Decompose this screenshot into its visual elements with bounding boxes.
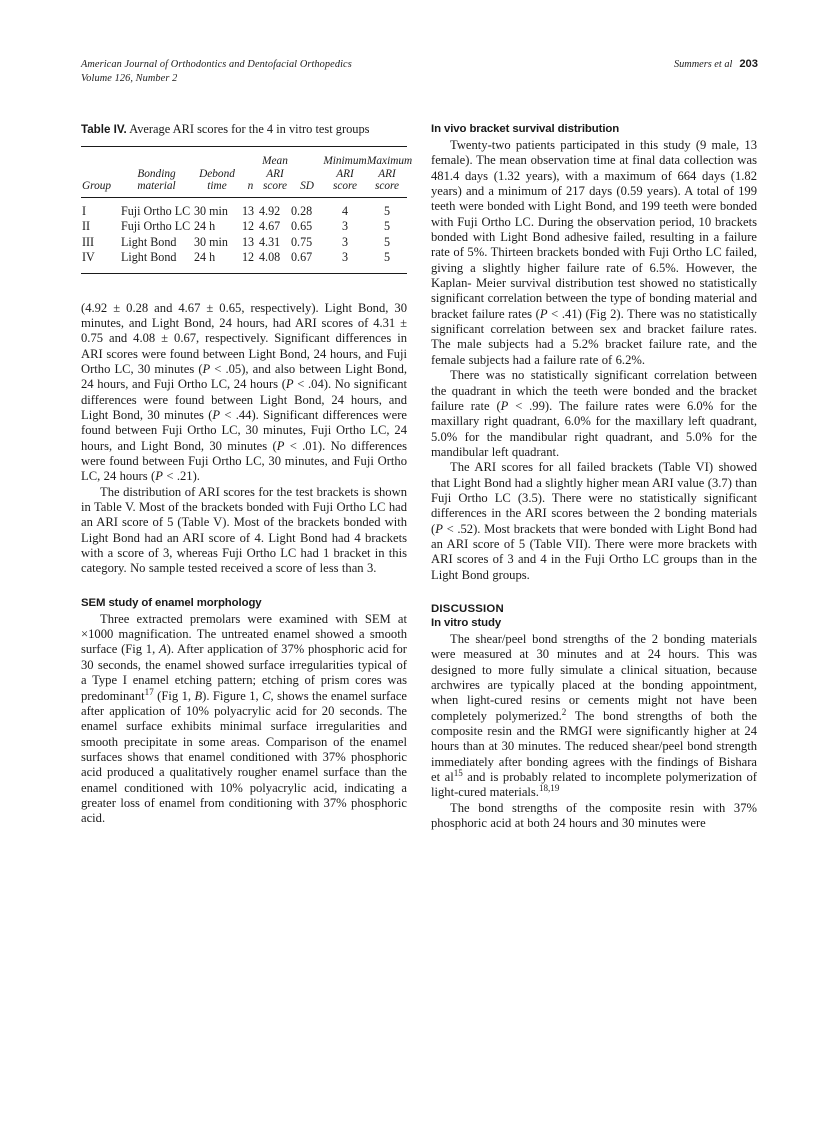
cell-sd: 0.75 <box>291 234 313 249</box>
cell-mean: 4.92 <box>259 197 291 219</box>
col-header-sd-l3: SD <box>300 180 314 193</box>
col-header-sd <box>291 147 323 198</box>
cell-n: 12 <box>242 219 255 234</box>
cell-material: Fuji Ortho LC <box>121 219 191 234</box>
cell-min: 3 <box>341 234 349 249</box>
col-header-debond-l3: time <box>207 180 227 193</box>
col-header-material-l2: Bonding <box>137 167 176 180</box>
col-header-min-l3: score <box>332 180 358 193</box>
cell-min: 3 <box>341 219 349 234</box>
col-header-debond-l2: Debond <box>199 167 235 180</box>
cell-debond: 30 min <box>192 197 242 219</box>
paragraph-sem-findings: Three extracted premolars were examined with SEM at ×1000 magnification. The untreated enamel showed a smooth surface (Fig 1, A). After application of 37% phosphoric acid for 30 seconds, the enamel showed surface irregularities typical of a Type I enamel etching pattern; etching of prism cores was predominant$^{17}$ (Fig 1, B). Figure 1, C, shows the enamel surface after application of 10% polyacrylic acid for 20 seconds. The enamel surface exhibits minimal surface irregularities and smooth precipitate in some areas. Comparison of the enamel surfaces shows that enamel conditioned with 37% phosphoric acid produced a qualitatively rougher enamel surface than the enamel conditioned with 10% polyacrylic acid, indicating a greater loss of enamel from conditioning with 37% phosphoric acid. <box>81 611 407 826</box>
running-head <box>81 58 758 85</box>
cell-max: 5 <box>367 197 407 219</box>
heading-sem-study: SEM study of enamel morphology <box>81 596 262 609</box>
col-header-max-l2: ARI <box>378 167 396 180</box>
authors-shorttitle: Summers et al <box>673 59 733 70</box>
col-header-debond <box>192 147 242 198</box>
spacer-before-sem-heading <box>81 577 407 596</box>
table-iv-caption-text: Average ARI scores for the 4 in vitro test groups <box>129 122 370 136</box>
cell-group: I <box>81 197 121 219</box>
table-iv-head <box>81 147 413 198</box>
table-iv-label: Table IV. <box>81 123 127 136</box>
col-header-n-l3: n <box>247 180 254 193</box>
table-row <box>81 197 407 219</box>
paragraph-invivo-1: Twenty-two patients participated in this study (9 male, 13 female). The mean observation time at final data collection was 481.4 days (1.32 years), with a maximum of 664 days (1.82 years) and a minimum of 217 days (0.59 years). A total of 199 teeth were bonded with Light Bond, and 199 teeth were bonded with Fuji Ortho LC. During the observation period, 10 brackets bonded with Light Bond adhesive failed, resulting in a failure rate of 5%. Thirteen brackets bonded with Fuji Ortho LC failed, giving a slightly higher failure rate of 6.5%. However, the Kaplan- Meier survival distribution test showed no statistically significant correlation between the type of bonding material and bracket failure rates (P < .41) (Fig 2). There was no statistically significant correlation between sex and bracket failure rates. The male subjects had a 5.2% bracket failure rate, and the female subjects had a failure rate of 6.2%. <box>431 138 757 367</box>
cell-sd: 0.28 <box>291 197 323 219</box>
table-iv-body <box>81 197 407 272</box>
table-iv-caption <box>81 122 407 137</box>
cell-mean: 4.31 <box>259 234 281 249</box>
table-iv-header-row <box>81 147 407 198</box>
heading-discussion: DISCUSSION <box>431 602 504 615</box>
col-header-min-l2: ARI <box>336 167 354 180</box>
left-column <box>81 122 413 827</box>
cell-debond: 30 min <box>194 234 228 249</box>
cell-n: 13 <box>242 234 255 249</box>
page-number: 203 <box>739 58 758 70</box>
col-header-min-l1: Minimum <box>323 155 367 168</box>
col-header-mean-l2: ARI <box>266 167 284 180</box>
spacer-after-table <box>81 274 407 301</box>
col-header-mean-l3: score <box>262 180 288 193</box>
spacer-before-discussion-heading <box>431 583 757 602</box>
cell-debond: 24 h <box>194 219 216 234</box>
col-header-min-ari <box>323 147 367 198</box>
table-row <box>81 219 407 234</box>
col-header-group-l3: Group <box>82 180 112 193</box>
journal-title-block <box>81 58 352 85</box>
cell-max: 5 <box>383 234 391 249</box>
col-header-n <box>242 147 259 198</box>
table-row <box>81 235 407 250</box>
paragraph-discussion-1: The shear/peel bond strengths of the 2 bonding materials were measured at 30 minutes and at 24 hours. This was designed to more fully simulate a clinical situation, because archwires are typically placed at the bonding appointment, when light-cured resins or cements might not have been completely polymerized.$^2$ The bond strengths of both the composite resin and the RMGI were significantly higher at 24 hours than at 30 minutes. The reduced shear/peel bond strength immediately after bonding agrees with the findings of Bishara et $al^{15}$ and is probably related to incomplete polymerization of light-cured materials.$^{18,19}$ <box>431 631 757 800</box>
cell-mean: 4.67 <box>259 219 281 234</box>
heading-invivo-survival: In vivo bracket survival distribution <box>431 123 620 135</box>
paragraph-discussion-2: The bond strengths of the composite resin with 37% phosphoric acid at both 24 hours and 30 minutes were <box>431 800 757 831</box>
cell-sd: 0.65 <box>291 219 313 234</box>
cell-n: 13 <box>242 197 259 219</box>
table-iv-block <box>81 122 413 274</box>
cell-mean: 4.08 <box>259 250 281 265</box>
col-header-mean-l1: Mean <box>262 155 288 168</box>
journal-volume-issue: Volume 126, Number 2 <box>81 72 178 84</box>
col-header-max-l1: Maximum <box>367 155 413 168</box>
cell-debond: 24 h <box>194 250 216 265</box>
cell-material: Light Bond <box>121 234 177 249</box>
col-header-max-l3: score <box>374 180 400 193</box>
heading-invitro-study: In vitro study <box>431 616 502 629</box>
paragraph-invivo-2: There was no statistically significant correlation between the quadrant in which the teeth were bonded and the bracket failure rate (P < .99). The failure rates were 6.0% for the maxillary right quadrant, 6.0% for the maxillary left quadrant, 5.0% for the mandibular right quadrant, and 5.0% for the mandibular left quadrant. <box>431 368 757 459</box>
table-row <box>81 250 407 272</box>
col-header-group <box>81 147 121 198</box>
cell-group: IV <box>82 250 95 265</box>
cell-group: III <box>82 234 95 249</box>
paragraph-invivo-3: The ARI scores for all failed brackets (Table VI) showed that Light Bond had a slightly higher mean ARI value (3.7) than Fuji Ortho LC (3.5). There were no statistically significant differences in the ARI scores between the 2 bonding materials (P < .52). Most brackets that were bonded with Light Bond had an ARI score of 5 (Table VII). There were more brackets with ARI scores of 3 and 4 in the Fuji Ortho LC groups than in the Light Bond groups. <box>431 460 757 582</box>
col-header-material-l3: material <box>137 180 176 193</box>
journal-title: American Journal of Orthodontics and Dentofacial Orthopedics <box>81 59 352 70</box>
paragraph-ari-distribution: The distribution of ARI scores for the test brackets is shown in Table V. Most of the brackets bonded with Fuji Ortho LC had an ARI score of 5 (Table V). Most of the brackets bonded with Light Bond had an ARI score of 4. Light Bond had 4 brackets with a score of 3, whereas Fuji Ortho LC had 1 bracket in this category. No sample tested received a score of less than 3. <box>81 484 407 576</box>
cell-sd: 0.67 <box>291 250 313 265</box>
table-iv <box>81 146 413 272</box>
cell-material: Fuji Ortho LC <box>121 197 192 219</box>
cell-min: 3 <box>341 250 349 265</box>
authors-and-page <box>674 58 758 72</box>
cell-max: 5 <box>383 250 391 265</box>
col-header-mean-ari <box>259 147 291 198</box>
paragraph-ari-results: (4.92 ± 0.28 and 4.67 ± 0.65, respectively). Light Bond, 30 minutes, and Light Bond, 24 hours, had ARI scores of 4.31 ± 0.75 and 4.08 ± 0.67, respectively. Significant differences in ARI scores were found between Light Bond, 24 hours, and Fuji Ortho LC, 30 minutes (P < .05), and also between Light Bond, 24 hours, and Fuji Ortho LC, 24 hours (P < .04). No significant differences were found between Light Bond, 24 hours, and Light Bond, 30 minutes (P < .44). Significant differences were found between Fuji Ortho LC, 30 minutes, Fuji Ortho LC, 24 hours, and Light Bond, 30 minutes (P < .01). No differences were found between Fuji Ortho LC, 30 minutes, and Fuji Ortho LC, 24 hours (P < .21). <box>81 300 408 484</box>
col-header-material <box>121 147 192 198</box>
cell-n: 12 <box>242 250 255 265</box>
cell-group: II <box>82 219 91 234</box>
col-header-max-ari <box>367 147 413 198</box>
right-column <box>431 122 757 831</box>
cell-max: 5 <box>383 219 391 234</box>
cell-min: 4 <box>323 197 367 219</box>
cell-material: Light Bond <box>121 250 177 265</box>
